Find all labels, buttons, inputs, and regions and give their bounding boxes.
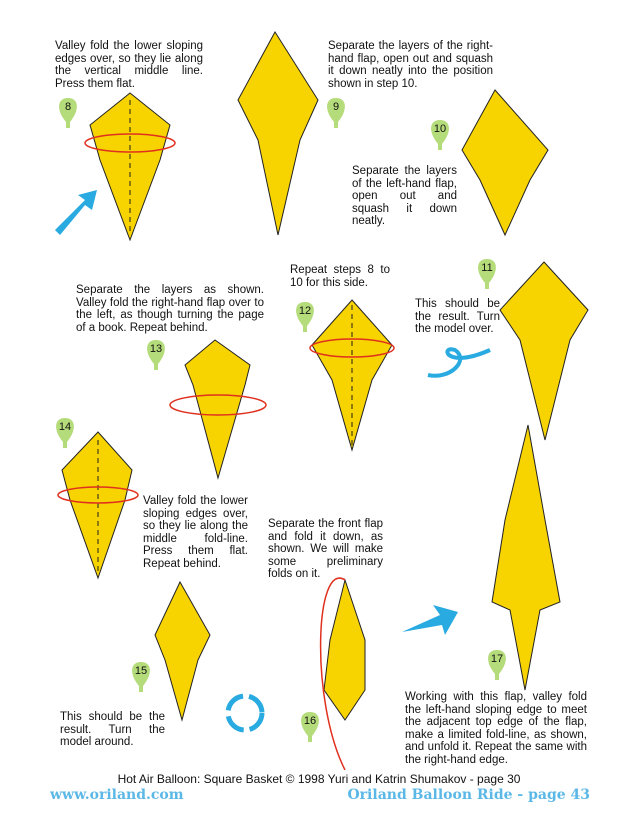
step-badge: 15 bbox=[128, 660, 154, 694]
step-badge: 10 bbox=[427, 118, 453, 152]
step-15-text: This should be the result. Turn the model around. bbox=[60, 711, 165, 748]
step-13-text: Separate the layers as shown. Valley fold the right-hand flap over to the left, as though turning the page of a book. Repeat behind. bbox=[76, 284, 264, 334]
step-16-text: Separate the front flap and fold it down, as shown. We will make some preliminary folds on it. bbox=[268, 518, 383, 580]
step-badge: 11 bbox=[474, 257, 500, 291]
step-8-text: Valley fold the lower sloping edges over, so they lie along the vertical middle line. Press them flat. bbox=[55, 40, 203, 90]
footer-site-link[interactable]: www.oriland.com bbox=[50, 787, 184, 803]
step-badge: 14 bbox=[52, 416, 78, 450]
step-9-text: Separate the layers of the right-hand flap, open out and squash it down neatly into the position shown in step 10. bbox=[328, 40, 493, 90]
model-step-14 bbox=[62, 432, 132, 578]
footer-page-title: Oriland Balloon Ride - page 43 bbox=[347, 787, 590, 803]
step-badge: 17 bbox=[484, 648, 510, 682]
step-badge: 16 bbox=[297, 710, 323, 744]
model-step-15 bbox=[155, 582, 210, 720]
step-10-text: Separate the layers of the left-hand flap, open out and squash it down neatly. bbox=[352, 165, 457, 227]
step-12-text: Repeat steps 8 to 10 for this side. bbox=[290, 264, 390, 289]
step-badge: 12 bbox=[292, 300, 318, 334]
model-step-13 bbox=[185, 340, 250, 478]
step-11-text: This should be the result. Turn the model over. bbox=[415, 298, 500, 335]
arrow-blue-icon bbox=[402, 605, 458, 635]
model-step-10 bbox=[462, 90, 548, 235]
turn-over-icon bbox=[428, 349, 490, 375]
model-step-11 bbox=[500, 262, 588, 440]
footer-credit: Hot Air Balloon: Square Basket © 1998 Yuri and Katrin Shumakov - page 30 bbox=[117, 772, 521, 786]
model-step-16 bbox=[324, 580, 365, 720]
model-step-9 bbox=[238, 32, 318, 235]
rotate-icon bbox=[228, 696, 262, 730]
step-17-text: Working with this flap, valley fold the left-hand sloping edge to meet the adjacent top edge of the flap, make a limited fold-line, as shown, and unfold it. Repeat the same with the right-hand edge. bbox=[405, 691, 587, 766]
step-badge: 13 bbox=[143, 338, 169, 372]
arrow-blue-icon bbox=[55, 190, 97, 235]
model-step-12 bbox=[312, 300, 392, 450]
step-badge: 9 bbox=[323, 96, 349, 130]
step-badge: 8 bbox=[55, 96, 81, 130]
step-14-text: Valley fold the lower sloping edges over, so they lie along the middle fold-line. Press them flat. Repeat behind. bbox=[143, 495, 248, 570]
